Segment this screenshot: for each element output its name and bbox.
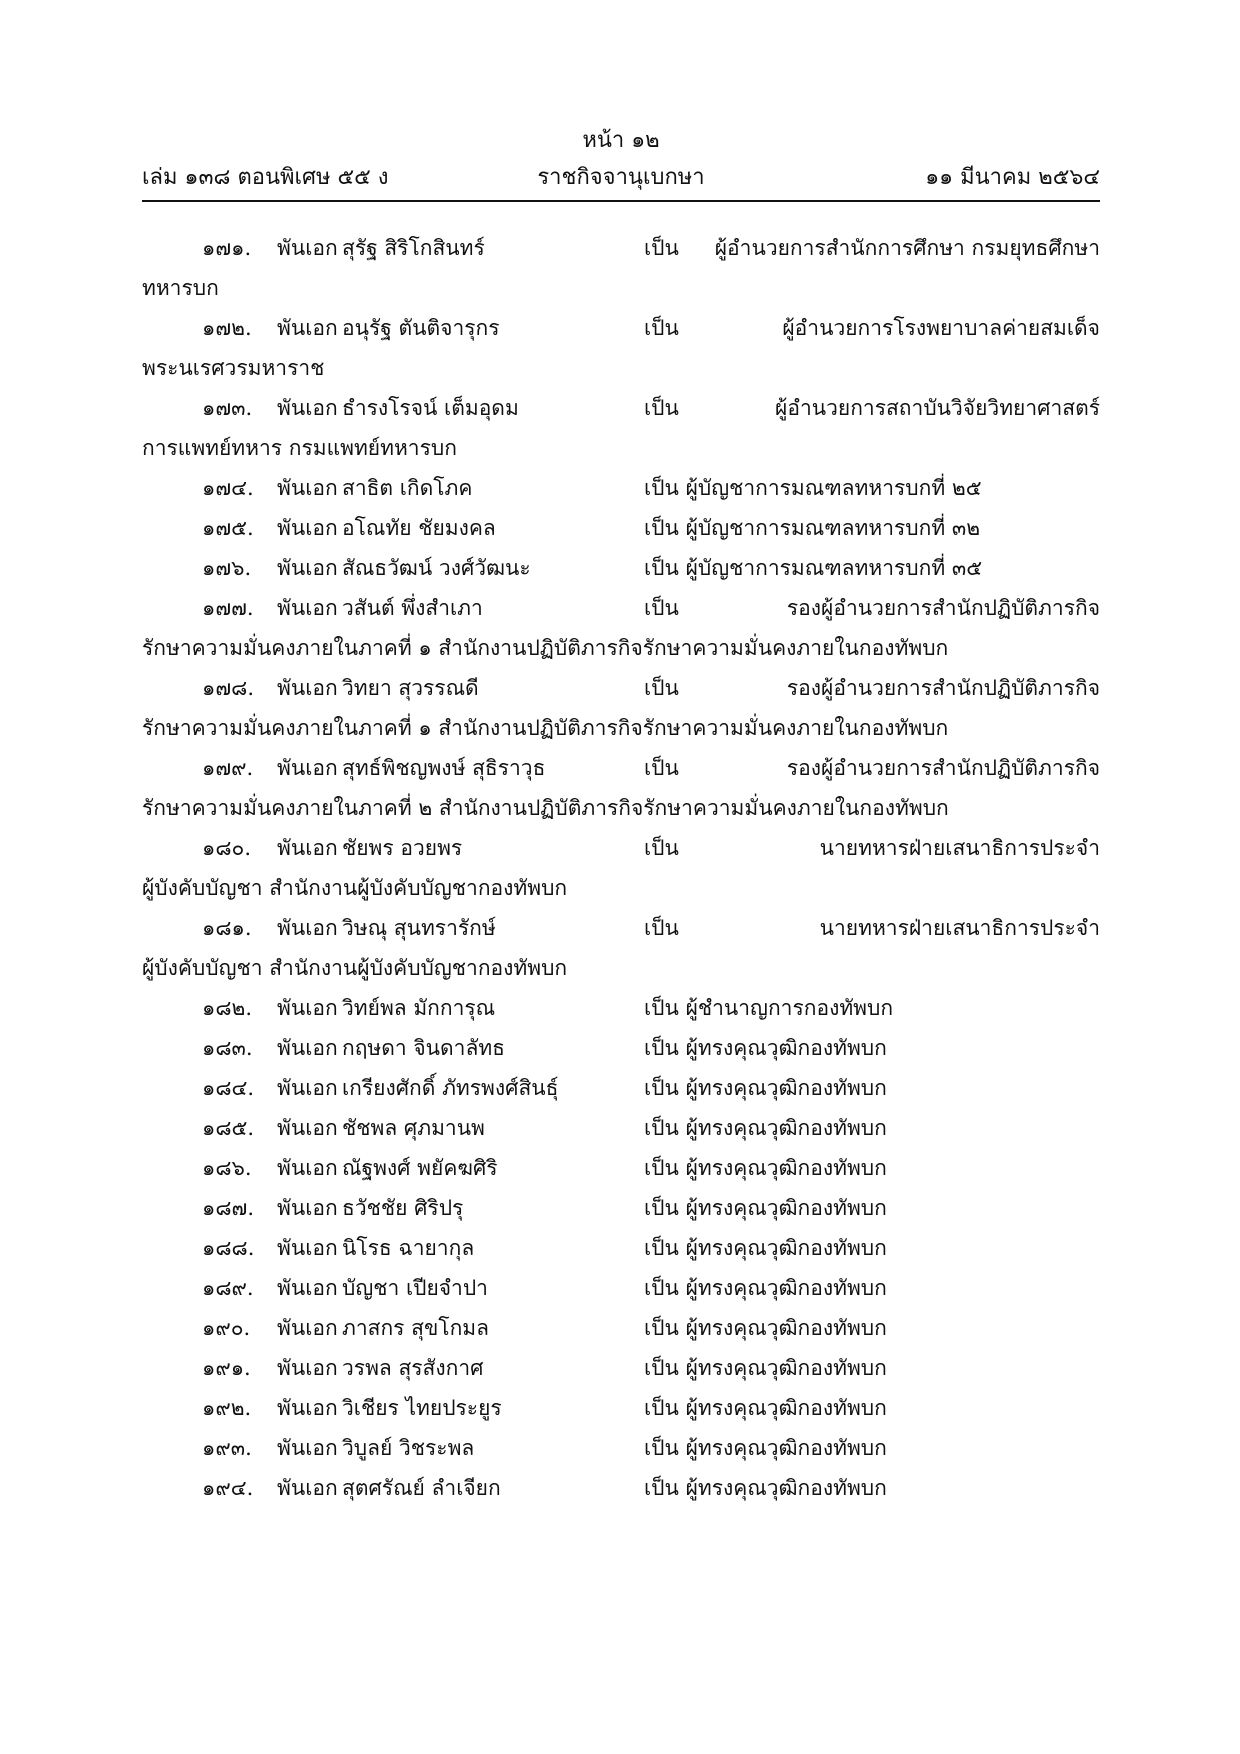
appointment-entry — [142, 908, 1100, 948]
entry-rank: พันเอก — [277, 1356, 338, 1380]
entry-as-word: เป็น — [644, 1116, 679, 1140]
entry-position: ผู้ทรงคุณวุฒิกองทัพบก — [685, 1276, 887, 1300]
entry-as-word: เป็น — [644, 1156, 679, 1180]
entry-number: ๑๗๗. — [202, 596, 254, 620]
entry-rank: พันเอก — [277, 996, 338, 1020]
entry-name: วิเชียร ไทยประยูร — [342, 1396, 502, 1420]
header-divider — [142, 200, 1100, 202]
entry-rank: พันเอก — [277, 756, 338, 780]
entry-position: นายทหารฝ่ายเสนาธิการประจำ — [819, 836, 1100, 860]
entry-rank: พันเอก — [277, 476, 338, 500]
entry-as-word: เป็น — [644, 1316, 679, 1340]
entry-rank: พันเอก — [277, 1436, 338, 1460]
entry-appointment — [644, 588, 1100, 628]
entry-name: สุทธ์พิชญพงษ์ สุธิราวุธ — [342, 756, 546, 780]
entry-number: ๑๙๓. — [202, 1436, 252, 1460]
entry-position: ผู้ทรงคุณวุฒิกองทัพบก — [685, 1436, 887, 1460]
appointment-entry — [142, 1468, 1100, 1508]
entry-position-continued: รักษาความมั่นคงภายในภาคที่ ๒ สำนักงานปฏิบัติภารกิจรักษาความมั่นคงภายในกองทัพบก — [142, 796, 949, 820]
entry-as-word: เป็น — [644, 676, 679, 700]
appointment-entry — [142, 468, 1100, 508]
entry-rank: พันเอก — [277, 1036, 338, 1060]
entry-number: ๑๘๘. — [202, 1236, 255, 1260]
entry-appointment — [644, 1068, 1100, 1108]
entry-number: ๑๘๔. — [202, 1076, 255, 1100]
entry-position: ผู้ทรงคุณวุฒิกองทัพบก — [685, 1476, 887, 1500]
entry-appointment — [644, 1348, 1100, 1388]
entry-position: ผู้ทรงคุณวุฒิกองทัพบก — [685, 1116, 887, 1140]
entry-position-continued: การแพทย์ทหาร กรมแพทย์ทหารบก — [142, 436, 457, 460]
appointment-entry — [142, 508, 1100, 548]
entry-rank: พันเอก — [277, 556, 338, 580]
entry-name: สุรัฐ สิริโกสินทร์ — [342, 236, 485, 260]
entry-number: ๑๗๕. — [202, 516, 254, 540]
appointment-entry — [142, 668, 1100, 708]
entry-name: กฤษดา จินดาลัทธ — [342, 1036, 505, 1060]
appointment-entry — [142, 828, 1100, 868]
entry-as-word: เป็น — [644, 556, 679, 580]
appointment-continuation — [142, 868, 1100, 908]
entry-rank: พันเอก — [277, 836, 338, 860]
entry-rank: พันเอก — [277, 1396, 338, 1420]
entry-appointment — [644, 748, 1100, 788]
entry-appointment — [644, 1268, 1100, 1308]
entry-rank: พันเอก — [277, 1156, 338, 1180]
volume-info: เล่ม ๑๓๘ ตอนพิเศษ ๕๕ ง — [142, 165, 389, 190]
entry-appointment — [644, 1388, 1100, 1428]
entry-number: ๑๘๙. — [202, 1276, 254, 1300]
entry-as-word: เป็น — [644, 316, 679, 340]
entry-position: รองผู้อำนวยการสำนักปฏิบัติภารกิจ — [786, 676, 1100, 700]
entry-as-word: เป็น — [644, 396, 679, 420]
appointment-entry — [142, 228, 1100, 268]
appointment-continuation — [142, 268, 1100, 308]
appointment-entry — [142, 1388, 1100, 1428]
entry-as-word: เป็น — [644, 1076, 679, 1100]
entry-rank: พันเอก — [277, 1316, 338, 1340]
entry-appointment — [644, 1468, 1100, 1508]
entry-name: ธวัชชัย ศิริปรุ — [342, 1196, 464, 1220]
entry-name: อโณทัย ชัยมงคล — [342, 516, 496, 540]
entry-name: วิษณุ สุนทรารักษ์ — [342, 916, 496, 940]
entry-number: ๑๗๓. — [202, 396, 253, 420]
entry-position: ผู้บัญชาการมณฑลทหารบกที่ ๓๕ — [685, 556, 983, 580]
entry-position: ผู้อำนวยการสถาบันวิจัยวิทยาศาสตร์ — [775, 396, 1100, 420]
entry-position: ผู้ทรงคุณวุฒิกองทัพบก — [685, 1356, 887, 1380]
appointment-entry — [142, 748, 1100, 788]
entry-as-word: เป็น — [644, 1356, 679, 1380]
entry-number: ๑๘๕. — [202, 1116, 255, 1140]
entry-number: ๑๙๐. — [202, 1316, 251, 1340]
entry-rank: พันเอก — [277, 396, 338, 420]
entry-number: ๑๗๘. — [202, 676, 254, 700]
entry-number: ๑๘๑. — [202, 916, 252, 940]
entry-as-word: เป็น — [644, 996, 679, 1020]
entry-name: วิบูลย์ วิชระพล — [342, 1436, 475, 1460]
entry-number: ๑๗๑. — [202, 236, 252, 260]
appointment-continuation — [142, 708, 1100, 748]
appointment-entry — [142, 1188, 1100, 1228]
entry-position-continued: รักษาความมั่นคงภายในภาคที่ ๑ สำนักงานปฏิบัติภารกิจรักษาความมั่นคงภายในกองทัพบก — [142, 716, 949, 740]
entry-as-word: เป็น — [644, 836, 679, 860]
entry-as-word: เป็น — [644, 516, 679, 540]
appointment-entry — [142, 1028, 1100, 1068]
entry-name: ชัยพร อวยพร — [342, 836, 463, 860]
entry-as-word: เป็น — [644, 476, 679, 500]
entry-position-continued: ผู้บังคับบัญชา สำนักงานผู้บังคับบัญชากองทัพบก — [142, 876, 568, 900]
entry-rank: พันเอก — [277, 1236, 338, 1260]
entry-name: ธำรงโรจน์ เต็มอุดม — [342, 396, 519, 420]
entry-rank: พันเอก — [277, 916, 338, 940]
appointment-list — [142, 228, 1100, 1508]
entry-as-word: เป็น — [644, 1436, 679, 1460]
header-row — [142, 162, 1100, 194]
entry-position-continued: ทหารบก — [142, 276, 219, 300]
entry-rank: พันเอก — [277, 1196, 338, 1220]
entry-number: ๑๗๒. — [202, 316, 252, 340]
publication-title: ราชกิจจานุเบกษา — [537, 165, 705, 190]
appointment-continuation — [142, 348, 1100, 388]
entry-position: ผู้ชำนาญการกองทัพบก — [685, 996, 894, 1020]
entry-position: ผู้อำนวยการโรงพยาบาลค่ายสมเด็จ — [782, 316, 1100, 340]
entry-number: ๑๘๒. — [202, 996, 253, 1020]
entry-name: เกรียงศักดิ์ ภัทรพงศ์สินธุ์ — [342, 1076, 559, 1100]
publication-date: ๑๑ มีนาคม ๒๕๖๔ — [925, 165, 1100, 190]
entry-name: วรพล สุรสังกาศ — [342, 1356, 484, 1380]
entry-appointment — [644, 1188, 1100, 1228]
entry-name: ภาสกร สุขโกมล — [342, 1316, 489, 1340]
entry-appointment — [644, 1028, 1100, 1068]
entry-number: ๑๙๑. — [202, 1356, 251, 1380]
entry-position-continued: รักษาความมั่นคงภายในภาคที่ ๑ สำนักงานปฏิบัติภารกิจรักษาความมั่นคงภายในกองทัพบก — [142, 636, 949, 660]
entry-appointment — [644, 308, 1100, 348]
entry-position: รองผู้อำนวยการสำนักปฏิบัติภารกิจ — [786, 596, 1100, 620]
entry-position: ผู้ทรงคุณวุฒิกองทัพบก — [685, 1076, 887, 1100]
entry-position: ผู้บัญชาการมณฑลทหารบกที่ ๒๕ — [685, 476, 982, 500]
entry-rank: พันเอก — [277, 596, 338, 620]
entry-position: ผู้บัญชาการมณฑลทหารบกที่ ๓๒ — [685, 516, 981, 540]
entry-as-word: เป็น — [644, 1276, 679, 1300]
entry-name: วิทยา สุวรรณดี — [342, 676, 479, 700]
appointment-entry — [142, 308, 1100, 348]
entry-name: ชัชพล ศุภมานพ — [342, 1116, 485, 1140]
entry-rank: พันเอก — [277, 236, 338, 260]
entry-position: นายทหารฝ่ายเสนาธิการประจำ — [819, 916, 1100, 940]
entry-name: นิโรธ ฉายากุล — [342, 1236, 475, 1260]
appointment-entry — [142, 1428, 1100, 1468]
page-number: หน้า ๑๒ — [582, 128, 660, 153]
entry-name: สุตศรัณย์ ลำเจียก — [342, 1476, 501, 1500]
entry-appointment — [644, 908, 1100, 948]
entry-rank: พันเอก — [277, 1076, 338, 1100]
entry-position-continued: ผู้บังคับบัญชา สำนักงานผู้บังคับบัญชากองทัพบก — [142, 956, 568, 980]
entry-number: ๑๘๐. — [202, 836, 252, 860]
appointment-continuation — [142, 428, 1100, 468]
entry-rank: พันเอก — [277, 1116, 338, 1140]
appointment-entry — [142, 1068, 1100, 1108]
entry-position: ผู้ทรงคุณวุฒิกองทัพบก — [685, 1236, 887, 1260]
appointment-entry — [142, 1108, 1100, 1148]
appointment-continuation — [142, 628, 1100, 668]
entry-appointment — [644, 388, 1100, 428]
page-header — [142, 126, 1100, 206]
entry-name: บัญชา เปียจำปา — [342, 1276, 488, 1300]
entry-as-word: เป็น — [644, 1476, 679, 1500]
entry-as-word: เป็น — [644, 756, 679, 780]
entry-appointment — [644, 988, 1100, 1028]
entry-as-word: เป็น — [644, 916, 679, 940]
entry-name: อนุรัฐ ตันติจารุกร — [342, 316, 500, 340]
entry-appointment — [644, 1148, 1100, 1188]
entry-position: รองผู้อำนวยการสำนักปฏิบัติภารกิจ — [786, 756, 1100, 780]
entry-as-word: เป็น — [644, 236, 679, 260]
appointment-entry — [142, 988, 1100, 1028]
entry-name: สาธิต เกิดโภค — [342, 476, 473, 500]
appointment-continuation — [142, 948, 1100, 988]
entry-position: ผู้ทรงคุณวุฒิกองทัพบก — [685, 1196, 887, 1220]
entry-as-word: เป็น — [644, 1036, 679, 1060]
entry-as-word: เป็น — [644, 1196, 679, 1220]
entry-appointment — [644, 1308, 1100, 1348]
entry-position: ผู้ทรงคุณวุฒิกองทัพบก — [685, 1316, 887, 1340]
entry-rank: พันเอก — [277, 1476, 338, 1500]
entry-appointment — [644, 668, 1100, 708]
entry-rank: พันเอก — [277, 676, 338, 700]
entry-appointment — [644, 468, 1100, 508]
entry-rank: พันเอก — [277, 516, 338, 540]
entry-name: สัณธวัฒน์ วงศ์วัฒนะ — [342, 556, 531, 580]
entry-number: ๑๗๔. — [202, 476, 254, 500]
entry-position: ผู้ทรงคุณวุฒิกองทัพบก — [685, 1156, 887, 1180]
appointment-entry — [142, 1148, 1100, 1188]
appointment-entry — [142, 548, 1100, 588]
entry-number: ๑๙๔. — [202, 1476, 254, 1500]
entry-number: ๑๘๗. — [202, 1196, 254, 1220]
entry-appointment — [644, 1108, 1100, 1148]
entry-appointment — [644, 1228, 1100, 1268]
entry-appointment — [644, 228, 1100, 268]
entry-number: ๑๗๙. — [202, 756, 254, 780]
appointment-entry — [142, 1308, 1100, 1348]
entry-number: ๑๘๓. — [202, 1036, 253, 1060]
appointment-continuation — [142, 788, 1100, 828]
entry-rank: พันเอก — [277, 316, 338, 340]
entry-name: วิทย์พล มักการุณ — [342, 996, 496, 1020]
appointment-entry — [142, 1348, 1100, 1388]
entry-as-word: เป็น — [644, 596, 679, 620]
entry-appointment — [644, 1428, 1100, 1468]
appointment-entry — [142, 588, 1100, 628]
entry-position: ผู้ทรงคุณวุฒิกองทัพบก — [685, 1036, 887, 1060]
appointment-entry — [142, 388, 1100, 428]
appointment-entry — [142, 1268, 1100, 1308]
entry-name: วสันต์ พึ่งสำเภา — [342, 596, 483, 620]
entry-position: ผู้อำนวยการสำนักการศึกษา กรมยุทธศึกษา — [714, 236, 1100, 260]
entry-appointment — [644, 508, 1100, 548]
entry-position: ผู้ทรงคุณวุฒิกองทัพบก — [685, 1396, 887, 1420]
entry-appointment — [644, 548, 1100, 588]
entry-number: ๑๗๖. — [202, 556, 252, 580]
entry-as-word: เป็น — [644, 1236, 679, 1260]
entry-rank: พันเอก — [277, 1276, 338, 1300]
entry-position-continued: พระนเรศวรมหาราช — [142, 356, 325, 380]
entry-name: ณัฐพงศ์ พยัคฆศิริ — [342, 1156, 498, 1180]
entry-number: ๑๘๖. — [202, 1156, 252, 1180]
appointment-entry — [142, 1228, 1100, 1268]
entry-number: ๑๙๒. — [202, 1396, 252, 1420]
entry-appointment — [644, 828, 1100, 868]
entry-as-word: เป็น — [644, 1396, 679, 1420]
